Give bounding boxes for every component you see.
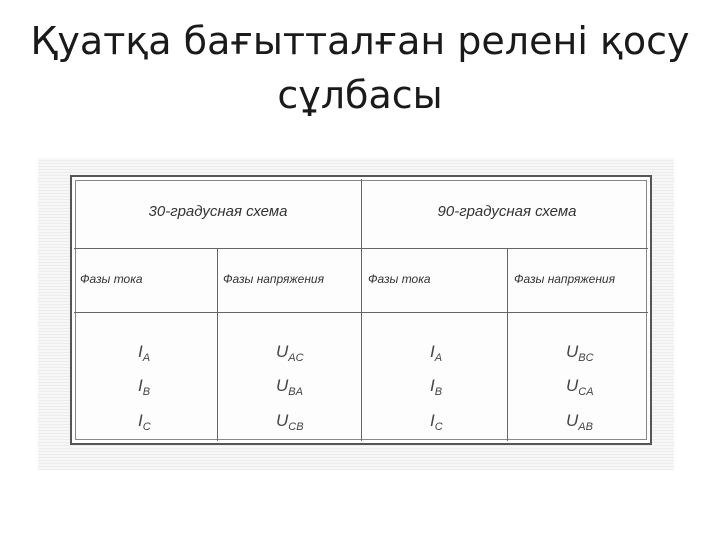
cell-subscript: B	[434, 386, 443, 398]
table-cell	[276, 411, 304, 433]
cell-symbol: I	[430, 376, 435, 395]
table-cell	[276, 342, 304, 364]
slide-title	[0, 14, 720, 122]
table-cell	[566, 342, 594, 364]
cell-symbol: U	[276, 376, 289, 395]
group-header-30-degree: 30-градусная схема	[148, 203, 288, 220]
table-cell	[430, 342, 442, 364]
table-cell	[566, 376, 594, 398]
cell-subscript: AB	[578, 421, 593, 433]
table-divider	[507, 249, 508, 441]
table-divider	[361, 179, 362, 441]
table-cell	[138, 411, 151, 433]
table-cell	[566, 411, 593, 433]
column-header: Фазы тока	[80, 272, 143, 286]
title-line-2: сұлбасы	[277, 73, 443, 117]
cell-subscript: A	[142, 352, 151, 364]
table-cell	[138, 376, 150, 398]
table-cell	[138, 342, 150, 364]
cell-subscript: A	[434, 352, 443, 364]
cell-symbol: U	[276, 411, 289, 430]
cell-subscript: AC	[288, 352, 304, 364]
column-header: Фазы напряжения	[514, 272, 616, 286]
cell-symbol: U	[276, 342, 289, 361]
cell-symbol: U	[566, 342, 579, 361]
column-header: Фазы тока	[368, 272, 431, 286]
table-divider	[217, 249, 218, 441]
cell-subscript: B	[142, 386, 151, 398]
cell-symbol: U	[566, 376, 579, 395]
cell-subscript: C	[142, 421, 151, 433]
cell-symbol: U	[566, 411, 579, 430]
cell-subscript: BA	[288, 386, 303, 398]
cell-symbol: I	[430, 342, 435, 361]
cell-symbol: I	[430, 411, 435, 430]
cell-subscript: CA	[578, 386, 594, 398]
connection-scheme-table	[70, 175, 652, 445]
column-header: Фазы напряжения	[223, 272, 325, 286]
cell-symbol: I	[138, 342, 143, 361]
cell-subscript: CB	[288, 421, 304, 433]
table-cell	[430, 411, 443, 433]
table-cell	[276, 376, 303, 398]
table-cell	[430, 376, 442, 398]
cell-subscript: BC	[578, 352, 594, 364]
cell-symbol: I	[138, 376, 143, 395]
group-header-90-degree: 90-градусная схема	[437, 203, 577, 220]
title-line-1: Қуатқа бағытталған релені қосу	[30, 19, 690, 63]
cell-subscript: C	[434, 421, 443, 433]
cell-symbol: I	[138, 411, 143, 430]
